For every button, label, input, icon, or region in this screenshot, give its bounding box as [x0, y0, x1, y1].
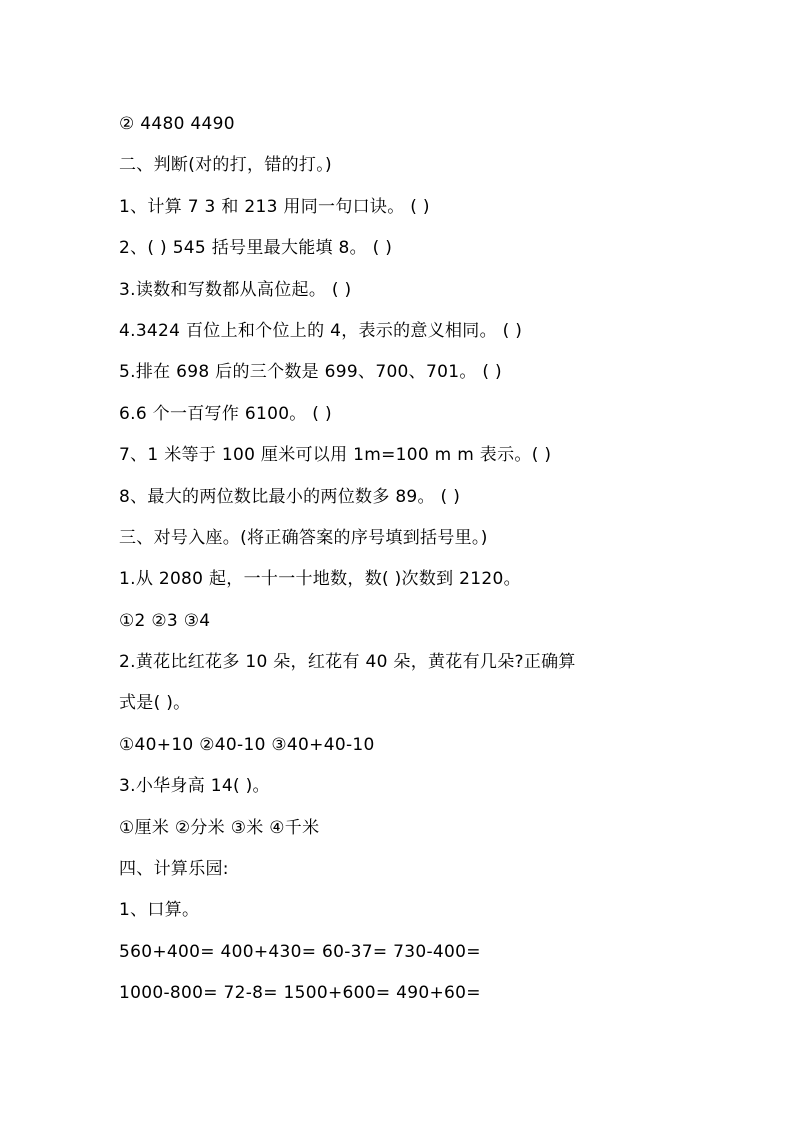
question-mc-1: 1.从 2080 起，一十一十地数，数( )次数到 2120。	[119, 569, 521, 590]
question-tf-4: 4.3424 百位上和个位上的 4，表示的意义相同。 ( )	[119, 320, 523, 341]
question-tf-5: 5.排在 698 后的三个数是 699、700、701。 ( )	[119, 362, 502, 383]
question-tf-2: 2、( ) 545 括号里最大能填 8。 ( )	[119, 238, 393, 259]
section-heading-true-false: 二、判断(对的打，错的打。)	[119, 155, 332, 176]
mental-math-row-1: 560+400= 400+430= 60-37= 730-400=	[119, 941, 481, 962]
section-heading-multiple-choice: 三、对号入座。(将正确答案的序号填到括号里。)	[119, 527, 488, 548]
question-tf-7: 7、1 米等于 100 厘米可以用 1m=100 m m 表示。( )	[119, 445, 552, 466]
question-mc-2-continued: 式是( )。	[119, 693, 191, 714]
document-body	[119, 104, 719, 1015]
question-tf-3: 3.读数和写数都从高位起。 ( )	[119, 279, 352, 300]
question-tf-8: 8、最大的两位数比最小的两位数多 89。 ( )	[119, 486, 461, 507]
answer-option-line: ② 4480 4490	[119, 114, 235, 134]
question-mc-3-options: ①厘米 ②分米 ③米 ④千米	[119, 817, 320, 838]
subsection-mental-math: 1、口算。	[119, 900, 200, 921]
question-tf-6: 6.6 个一百写作 6100。 ( )	[119, 403, 332, 424]
question-mc-2: 2.黄花比红花多 10 朵，红花有 40 朵，黄花有几朵?正确算	[119, 652, 576, 673]
question-mc-3: 3.小华身高 14( )。	[119, 776, 270, 797]
question-mc-2-options: ①40+10 ②40-10 ③40+40-10	[119, 734, 375, 755]
question-mc-1-options: ①2 ②3 ③4	[119, 610, 211, 631]
section-heading-calculation: 四、计算乐园:	[119, 859, 229, 880]
mental-math-row-2: 1000-800= 72-8= 1500+600= 490+60=	[119, 983, 481, 1004]
question-tf-1: 1、计算 7 3 和 213 用同一句口诀。 ( )	[119, 196, 430, 217]
